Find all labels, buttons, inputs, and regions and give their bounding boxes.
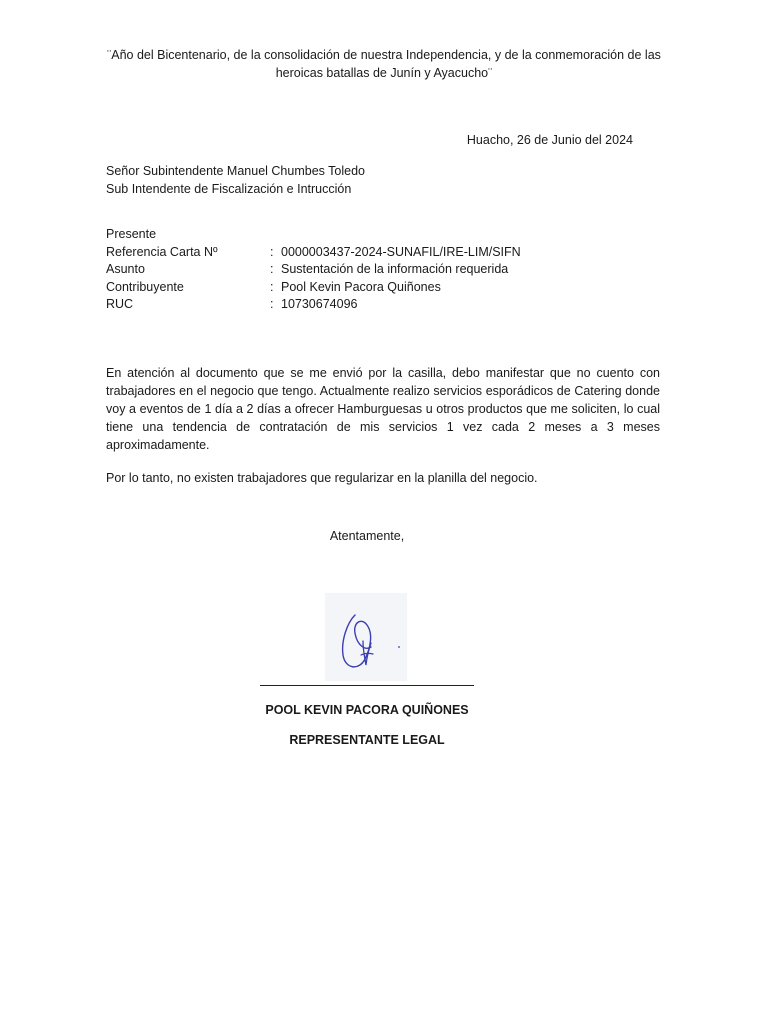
reference-colon: : (270, 244, 274, 259)
date-line: Huacho, 26 de Junio del 2024 (466, 133, 633, 147)
recipient-block (106, 162, 365, 198)
closing-salutation: Atentamente, (329, 529, 405, 543)
taxpayer-row (106, 279, 521, 297)
signer-role: REPRESENTANTE LEGAL (289, 733, 445, 747)
signature-line (260, 685, 474, 686)
subject-colon: : (270, 262, 274, 276)
subject-label: Asunto (106, 262, 145, 276)
signature-scribble (325, 593, 407, 681)
ruc-value: 10730674096 (281, 297, 358, 311)
presente-label: Presente (106, 227, 157, 241)
subject-row (106, 261, 521, 279)
ruc-label: RUC (106, 297, 134, 311)
reference-block (106, 226, 521, 314)
subject-value: Sustentación de la información requerida (281, 262, 509, 276)
handwritten-signature-image (325, 593, 407, 681)
taxpayer-value: Pool Kevin Pacora Quiñones (281, 279, 441, 294)
reference-row (106, 244, 521, 262)
signer-name: POOL KEVIN PACORA QUIÑONES (265, 703, 469, 717)
recipient-name: Señor Subintendente Manuel Chumbes Toledo (106, 164, 365, 178)
ruc-row (106, 296, 521, 314)
taxpayer-label: Contribuyente (106, 279, 184, 294)
header-motto: ¨Año del Bicentenario, de la consolidación de nuestra Independencia, y de la conmemoración de las heroicas batallas de Junín y Ayacucho¨ (107, 48, 661, 80)
taxpayer-colon: : (270, 279, 274, 294)
recipient-title: Sub Intendente de Fiscalización e Intrucción (106, 182, 352, 196)
body-paragraph-2: Por lo tanto, no existen trabajadores que regularizar en la planilla del negocio. (106, 471, 538, 485)
ruc-colon: : (270, 297, 274, 311)
reference-value: 0000003437-2024-SUNAFIL/IRE-LIM/SIFN (281, 244, 521, 259)
body-paragraph-1: En atención al documento que se me envió por la casilla, debo manifestar que no cuento con trabajadores en el negocio que tengo. Actualmente realizo servicios esporádicos de Catering donde voy a eventos de 1 día a 2 días a ofrecer Hamburguesas u otros productos que me soliciten, lo cual tiene una tendencia de contratación de mis servicios 1 vez cada 2 meses a 3 meses aproximadamente. (106, 366, 660, 452)
reference-label: Referencia Carta Nº (106, 244, 218, 259)
